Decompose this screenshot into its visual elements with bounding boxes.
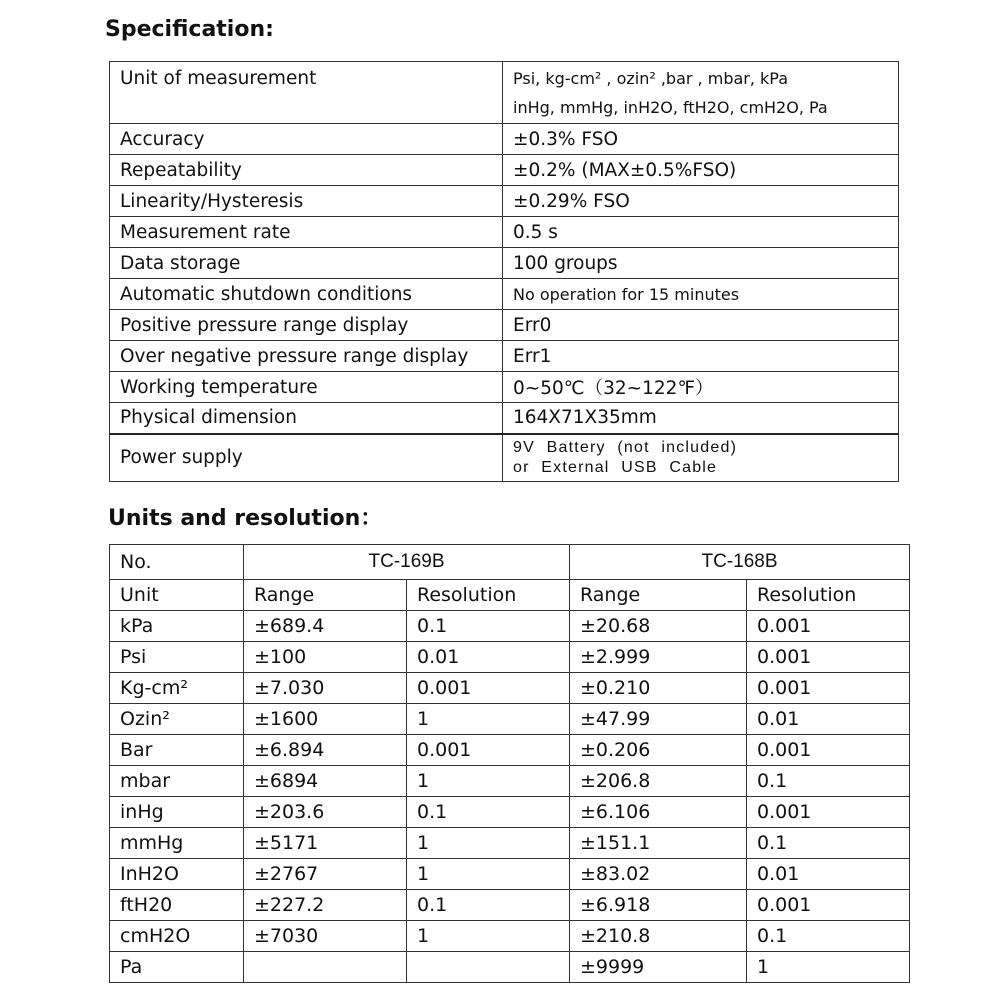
- table-row: [110, 673, 910, 704]
- a-range-cell: ±6.894: [244, 735, 407, 766]
- spec-value-line: 9V Battery (not included): [513, 438, 738, 456]
- table-row: [110, 921, 910, 952]
- table-row: [110, 797, 910, 828]
- a-range-cell: ±6894: [244, 766, 407, 797]
- a-resolution-cell: 0.001: [407, 735, 570, 766]
- b-range-cell: ±2.999: [570, 642, 747, 673]
- spec-label: Measurement rate: [110, 217, 503, 248]
- range-header: Range: [244, 580, 407, 611]
- spec-value: ±0.3% FSO: [503, 124, 899, 155]
- a-range-cell: ±7.030: [244, 673, 407, 704]
- a-resolution-cell: 0.001: [407, 673, 570, 704]
- b-range-cell: ±83.02: [570, 859, 747, 890]
- a-resolution-cell: 0.1: [407, 611, 570, 642]
- a-resolution-cell: 1: [407, 704, 570, 735]
- a-range-cell: ±1600: [244, 704, 407, 735]
- spec-value: [503, 62, 899, 124]
- a-resolution-cell: 0.1: [407, 890, 570, 921]
- b-resolution-cell: 0.001: [747, 673, 910, 704]
- spec-value: 164X71X35mm: [503, 403, 899, 434]
- table-row: [110, 828, 910, 859]
- b-range-cell: ±151.1: [570, 828, 747, 859]
- spec-value: ±0.2% (MAX±0.5%FSO): [503, 155, 899, 186]
- b-resolution-cell: 0.001: [747, 642, 910, 673]
- b-resolution-cell: 0.001: [747, 735, 910, 766]
- units-heading: Units and resolution：: [108, 506, 383, 531]
- b-range-cell: ±0.210: [570, 673, 747, 704]
- spec-row: [110, 155, 899, 186]
- table-row: [110, 642, 910, 673]
- spec-label: Over negative pressure range display: [110, 341, 503, 372]
- b-resolution-cell: 0.1: [747, 766, 910, 797]
- unit-cell: Psi: [110, 642, 244, 673]
- a-range-cell: ±2767: [244, 859, 407, 890]
- range-header: Range: [570, 580, 747, 611]
- a-resolution-cell: [407, 952, 570, 983]
- b-range-cell: ±6.918: [570, 890, 747, 921]
- table-row: [110, 611, 910, 642]
- spec-value: Err1: [503, 341, 899, 372]
- spec-row: [110, 372, 899, 403]
- b-resolution-cell: 0.001: [747, 890, 910, 921]
- spec-label: Positive pressure range display: [110, 310, 503, 341]
- specification-heading: Specification:: [105, 17, 274, 42]
- a-resolution-cell: 1: [407, 921, 570, 952]
- spec-label: Unit of measurement: [110, 62, 503, 124]
- spec-row: [110, 186, 899, 217]
- spec-value: 0.5 s: [503, 217, 899, 248]
- unit-cell: ftH20: [110, 890, 244, 921]
- unit-header: Unit: [110, 580, 244, 611]
- b-range-cell: ±210.8: [570, 921, 747, 952]
- unit-cell: inHg: [110, 797, 244, 828]
- spec-value: No operation for 15 minutes: [503, 279, 899, 310]
- b-range-cell: ±6.106: [570, 797, 747, 828]
- spec-value: [503, 434, 899, 482]
- a-range-cell: ±203.6: [244, 797, 407, 828]
- b-range-cell: ±0.206: [570, 735, 747, 766]
- a-range-cell: ±5171: [244, 828, 407, 859]
- b-range-cell: ±47.99: [570, 704, 747, 735]
- model-header-row: [110, 545, 910, 580]
- unit-cell: Bar: [110, 735, 244, 766]
- spec-value: 0~50℃（32~122℉）: [503, 372, 899, 403]
- spec-label: Working temperature: [110, 372, 503, 403]
- unit-cell: cmH2O: [110, 921, 244, 952]
- b-resolution-cell: 0.01: [747, 859, 910, 890]
- no-header: No.: [110, 545, 244, 580]
- a-range-cell: ±7030: [244, 921, 407, 952]
- spec-row: [110, 217, 899, 248]
- table-row: [110, 704, 910, 735]
- table-row: [110, 735, 910, 766]
- b-range-cell: ±20.68: [570, 611, 747, 642]
- b-range-cell: ±206.8: [570, 766, 747, 797]
- resolution-header: Resolution: [407, 580, 570, 611]
- spec-label: Automatic shutdown conditions: [110, 279, 503, 310]
- spec-row: [110, 62, 899, 124]
- b-range-cell: ±9999: [570, 952, 747, 983]
- spec-row: [110, 310, 899, 341]
- unit-cell: Ozin²: [110, 704, 244, 735]
- unit-cell: Pa: [110, 952, 244, 983]
- model-b-header: TC-168B: [570, 545, 910, 580]
- a-range-cell: ±227.2: [244, 890, 407, 921]
- a-range-cell: [244, 952, 407, 983]
- spec-row: [110, 124, 899, 155]
- table-row: [110, 859, 910, 890]
- units-resolution-table: [109, 544, 910, 983]
- spec-value-line: or External USB Cable: [513, 458, 718, 476]
- b-resolution-cell: 1: [747, 952, 910, 983]
- unit-cell: mmHg: [110, 828, 244, 859]
- specification-table: [109, 61, 899, 482]
- table-row: [110, 766, 910, 797]
- spec-value-line: inHg, mmHg, inH2O, ftH2O, cmH2O, Pa: [513, 97, 828, 117]
- b-resolution-cell: 0.1: [747, 921, 910, 952]
- a-resolution-cell: 0.1: [407, 797, 570, 828]
- spec-row: [110, 279, 899, 310]
- spec-label: Physical dimension: [110, 403, 503, 434]
- table-row: [110, 890, 910, 921]
- column-header-row: [110, 580, 910, 611]
- spec-label: Linearity/Hysteresis: [110, 186, 503, 217]
- b-resolution-cell: 0.001: [747, 797, 910, 828]
- spec-label: Accuracy: [110, 124, 503, 155]
- unit-cell: kPa: [110, 611, 244, 642]
- unit-cell: mbar: [110, 766, 244, 797]
- spec-row: [110, 403, 899, 434]
- spec-value-line: Psi, kg-cm² , ozin² ,bar , mbar, kPa: [513, 68, 789, 88]
- a-resolution-cell: 1: [407, 828, 570, 859]
- a-resolution-cell: 1: [407, 859, 570, 890]
- unit-cell: Kg-cm²: [110, 673, 244, 704]
- unit-cell: InH2O: [110, 859, 244, 890]
- b-resolution-cell: 0.01: [747, 704, 910, 735]
- resolution-header: Resolution: [747, 580, 910, 611]
- spec-row: [110, 341, 899, 372]
- spec-label: Power supply: [110, 434, 503, 482]
- b-resolution-cell: 0.001: [747, 611, 910, 642]
- a-resolution-cell: 0.01: [407, 642, 570, 673]
- table-row: [110, 952, 910, 983]
- spec-label: Data storage: [110, 248, 503, 279]
- spec-value: Err0: [503, 310, 899, 341]
- spec-label: Repeatability: [110, 155, 503, 186]
- spec-row: [110, 434, 899, 482]
- spec-row: [110, 248, 899, 279]
- a-range-cell: ±689.4: [244, 611, 407, 642]
- a-resolution-cell: 1: [407, 766, 570, 797]
- spec-value: 100 groups: [503, 248, 899, 279]
- spec-value: ±0.29% FSO: [503, 186, 899, 217]
- b-resolution-cell: 0.1: [747, 828, 910, 859]
- model-a-header: TC-169B: [244, 545, 570, 580]
- a-range-cell: ±100: [244, 642, 407, 673]
